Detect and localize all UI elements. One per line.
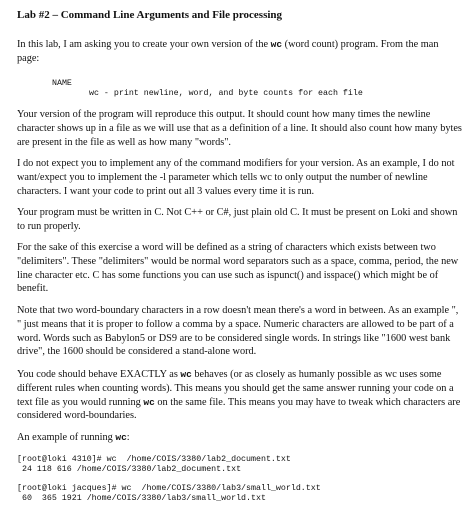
example-wc-command: wc [115,432,127,443]
intro-text-end: (word count) program. From the man page: [17,39,439,64]
terminal-output-1: 24 118 616 /home/COIS/3380/lab2_document.txt [17,465,242,474]
intro-wc-command: wc [270,39,283,50]
intro-paragraph [17,38,463,66]
example-text-start: An example of running [17,432,116,443]
terminal-command-2: [root@loki jacques]# wc /home/COIS/3380/lab3/small_world.txt [17,484,321,493]
paragraph-word-definition: For the sake of this exercise a word will be defined as a string of characters which exists between two "delimiters". These "delimiters" would be normal word separators such as a space, comma, period, the new line character etc. C has some functions you can use such as ispunct() and isspace() which might be of benefit. [17,242,459,295]
man-page-heading: NAME [52,79,72,88]
terminal-command-1: [root@loki 4310]# wc /home/COIS/3380/lab2_document.txt [17,455,291,464]
behavior-text-3: on the same file. This means you may have to tweak which characters are considered word-boundaries. [17,396,461,422]
paragraph-word-boundary: Note that two word-boundary characters in a row doesn't mean there's a word in between. As an example ", " just means that it is proper to follow a comma by a space. Numeric characters are allowed to be part of a word. Words such as Babylon5 or DS9 are to be considered single words. In strings like "1600 west bank drive", the 1600 should be considered a stand-alone word. [17,305,459,358]
man-page-description: wc - print newline, word, and byte counts for each file [89,89,363,98]
example-heading [17,431,463,445]
behavior-text-2: behaves (or as closely as humanly possible as wc uses some different rules when counting words). This means you should get the same answer running your code on a text file as you would running [17,369,454,408]
paragraph-language: Your program must be written in C. Not C++ or C#, just plain old C. It must be present on Loki and shown to run properly. [17,207,458,232]
behavior-wc-command-2: wc [143,396,155,408]
paragraph-behavior [17,368,463,423]
paragraph-modifiers: I do not expect you to implement any of the command modifiers for your version. As an example, I do not want/expect you to implement the -l parameter which tells wc to only output the number of newline characters. I want your code to print out all 3 values every time it is run. [17,158,455,197]
document-title: Lab #2 – Command Line Arguments and File processing [17,9,283,21]
terminal-output-2: 60 365 1921 /home/COIS/3380/lab3/small_world.txt [17,494,266,503]
intro-text-start: In this lab, I am asking you to create your own version of the [17,39,271,50]
paragraph-output: Your version of the program will reproduce this output. It should count how many times the newline character shows up in a file as we will use that as a definition of a line. It should also count how many bytes are present in the file as well as how many "words". [17,109,462,148]
behavior-wc-command-1: wc [180,369,192,380]
example-text-end: : [126,432,130,443]
behavior-text-1: You code should behave EXACTLY as [17,369,181,380]
